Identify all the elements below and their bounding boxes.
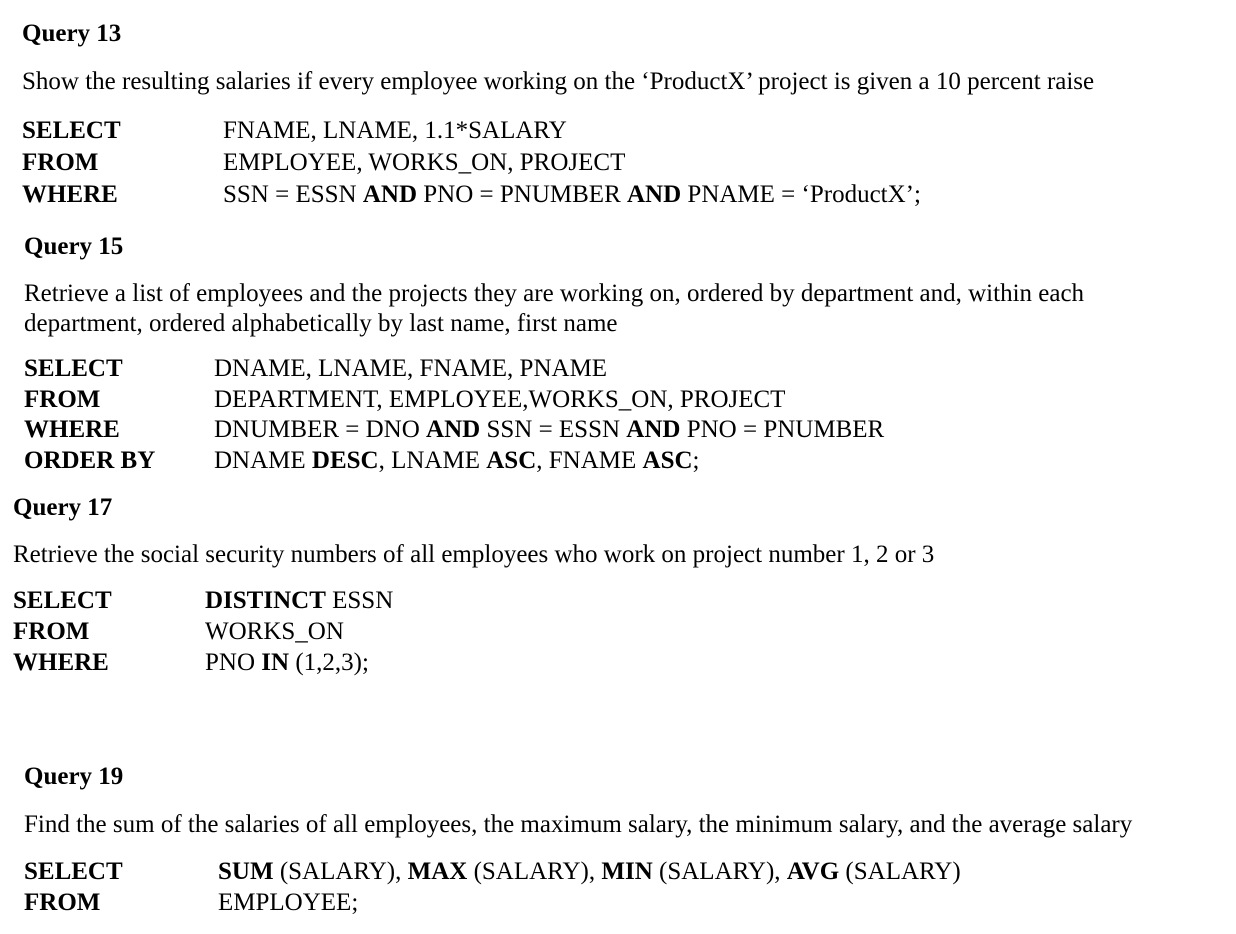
sql-text: PNAME = ‘ProductX’; <box>681 181 921 208</box>
sql-clause-value <box>223 180 921 210</box>
query-17-title: Query 17 <box>13 494 113 521</box>
sql-clause-value <box>205 586 393 616</box>
sql-operator: DESC <box>311 446 379 474</box>
sql-keyword-select: SELECT <box>22 117 121 144</box>
sql-keyword-where: WHERE <box>22 181 118 208</box>
sql-keyword-order-by: ORDER BY <box>24 446 156 474</box>
sql-text: SSN = ESSN <box>223 181 363 208</box>
sql-text: ; <box>692 446 700 474</box>
sql-text: (1,2,3); <box>289 649 369 676</box>
sql-text: WORKS_ON <box>205 618 344 645</box>
sql-operator: AND <box>627 181 682 208</box>
sql-operator: AND <box>626 416 681 443</box>
query-15-description-line-1: Retrieve a list of employees and the projects they are working on, ordered by department and, within each <box>24 280 1085 307</box>
sql-text: EMPLOYEE, WORKS_ON, PROJECT <box>223 149 626 176</box>
sql-text: , FNAME <box>536 446 643 474</box>
sql-text: PNO = PNUMBER <box>680 416 885 443</box>
sql-clause-value <box>214 446 700 476</box>
sql-text: FNAME, LNAME, 1.1*SALARY <box>223 117 567 144</box>
sql-text: SSN = ESSN <box>480 416 627 443</box>
sql-text: , LNAME <box>378 446 487 474</box>
sql-keyword-from: FROM <box>24 385 101 413</box>
sql-keyword-select: SELECT <box>24 355 123 382</box>
sql-text: DNAME, LNAME, FNAME, PNAME <box>214 355 608 382</box>
sql-clause-value <box>223 116 567 146</box>
sql-clause-value <box>214 354 607 384</box>
query-19-description: Find the sum of the salaries of all employees, the maximum salary, the minimum salary, and the average salary <box>24 811 1133 838</box>
sql-clause-value <box>218 888 358 918</box>
sql-clause-value <box>205 648 369 678</box>
sql-operator: AND <box>362 181 418 208</box>
query-13-title: Query 13 <box>22 20 122 47</box>
sql-keyword-where: WHERE <box>24 416 120 443</box>
sql-operator: ASC <box>486 446 537 474</box>
sql-operator: AND <box>426 416 481 443</box>
query-13-description: Show the resulting salaries if every employee working on the ‘ProductX’ project is given a 10 percent raise <box>22 68 1095 95</box>
sql-text: DNAME <box>214 446 312 474</box>
sql-text: (SALARY) <box>839 858 961 885</box>
sql-text: (SALARY), <box>652 858 787 885</box>
sql-text: EMPLOYEE; <box>218 889 359 916</box>
sql-keyword-select: SELECT <box>24 858 123 885</box>
sql-text: DEPARTMENT, EMPLOYEE,WORKS_ON, PROJECT <box>214 385 786 413</box>
sql-operator: MIN <box>601 858 653 885</box>
sql-keyword-from: FROM <box>22 149 99 176</box>
sql-keyword-from: FROM <box>24 889 101 916</box>
sql-clause-value <box>218 857 961 887</box>
sql-operator: MAX <box>407 858 468 885</box>
query-15-description-line-2: department, ordered alphabetically by last name, first name <box>24 310 618 337</box>
query-19-title: Query 19 <box>24 763 124 790</box>
sql-clause-value <box>223 148 625 178</box>
sql-keyword-from: FROM <box>13 618 90 645</box>
sql-keyword-where: WHERE <box>13 649 109 676</box>
query-15-title: Query 15 <box>24 233 124 260</box>
sql-operator: IN <box>261 649 290 676</box>
sql-text: (SALARY), <box>467 858 602 885</box>
sql-clause-value <box>214 415 884 445</box>
sql-text: DNUMBER = DNO <box>214 416 427 443</box>
sql-operator: AVG <box>786 858 840 885</box>
sql-text: PNO <box>205 649 262 676</box>
sql-text: ESSN <box>325 587 394 614</box>
query-17-description: Retrieve the social security numbers of all employees who work on project number 1, 2 or 3 <box>13 541 935 568</box>
sql-operator: ASC <box>642 446 693 474</box>
sql-operator: SUM <box>218 858 274 885</box>
sql-clause-value <box>205 617 344 647</box>
sql-text: (SALARY), <box>273 858 408 885</box>
sql-clause-value <box>214 385 785 415</box>
sql-keyword-select: SELECT <box>13 587 112 614</box>
sql-operator: DISTINCT <box>205 587 326 614</box>
sql-text: PNO = PNUMBER <box>417 181 627 208</box>
